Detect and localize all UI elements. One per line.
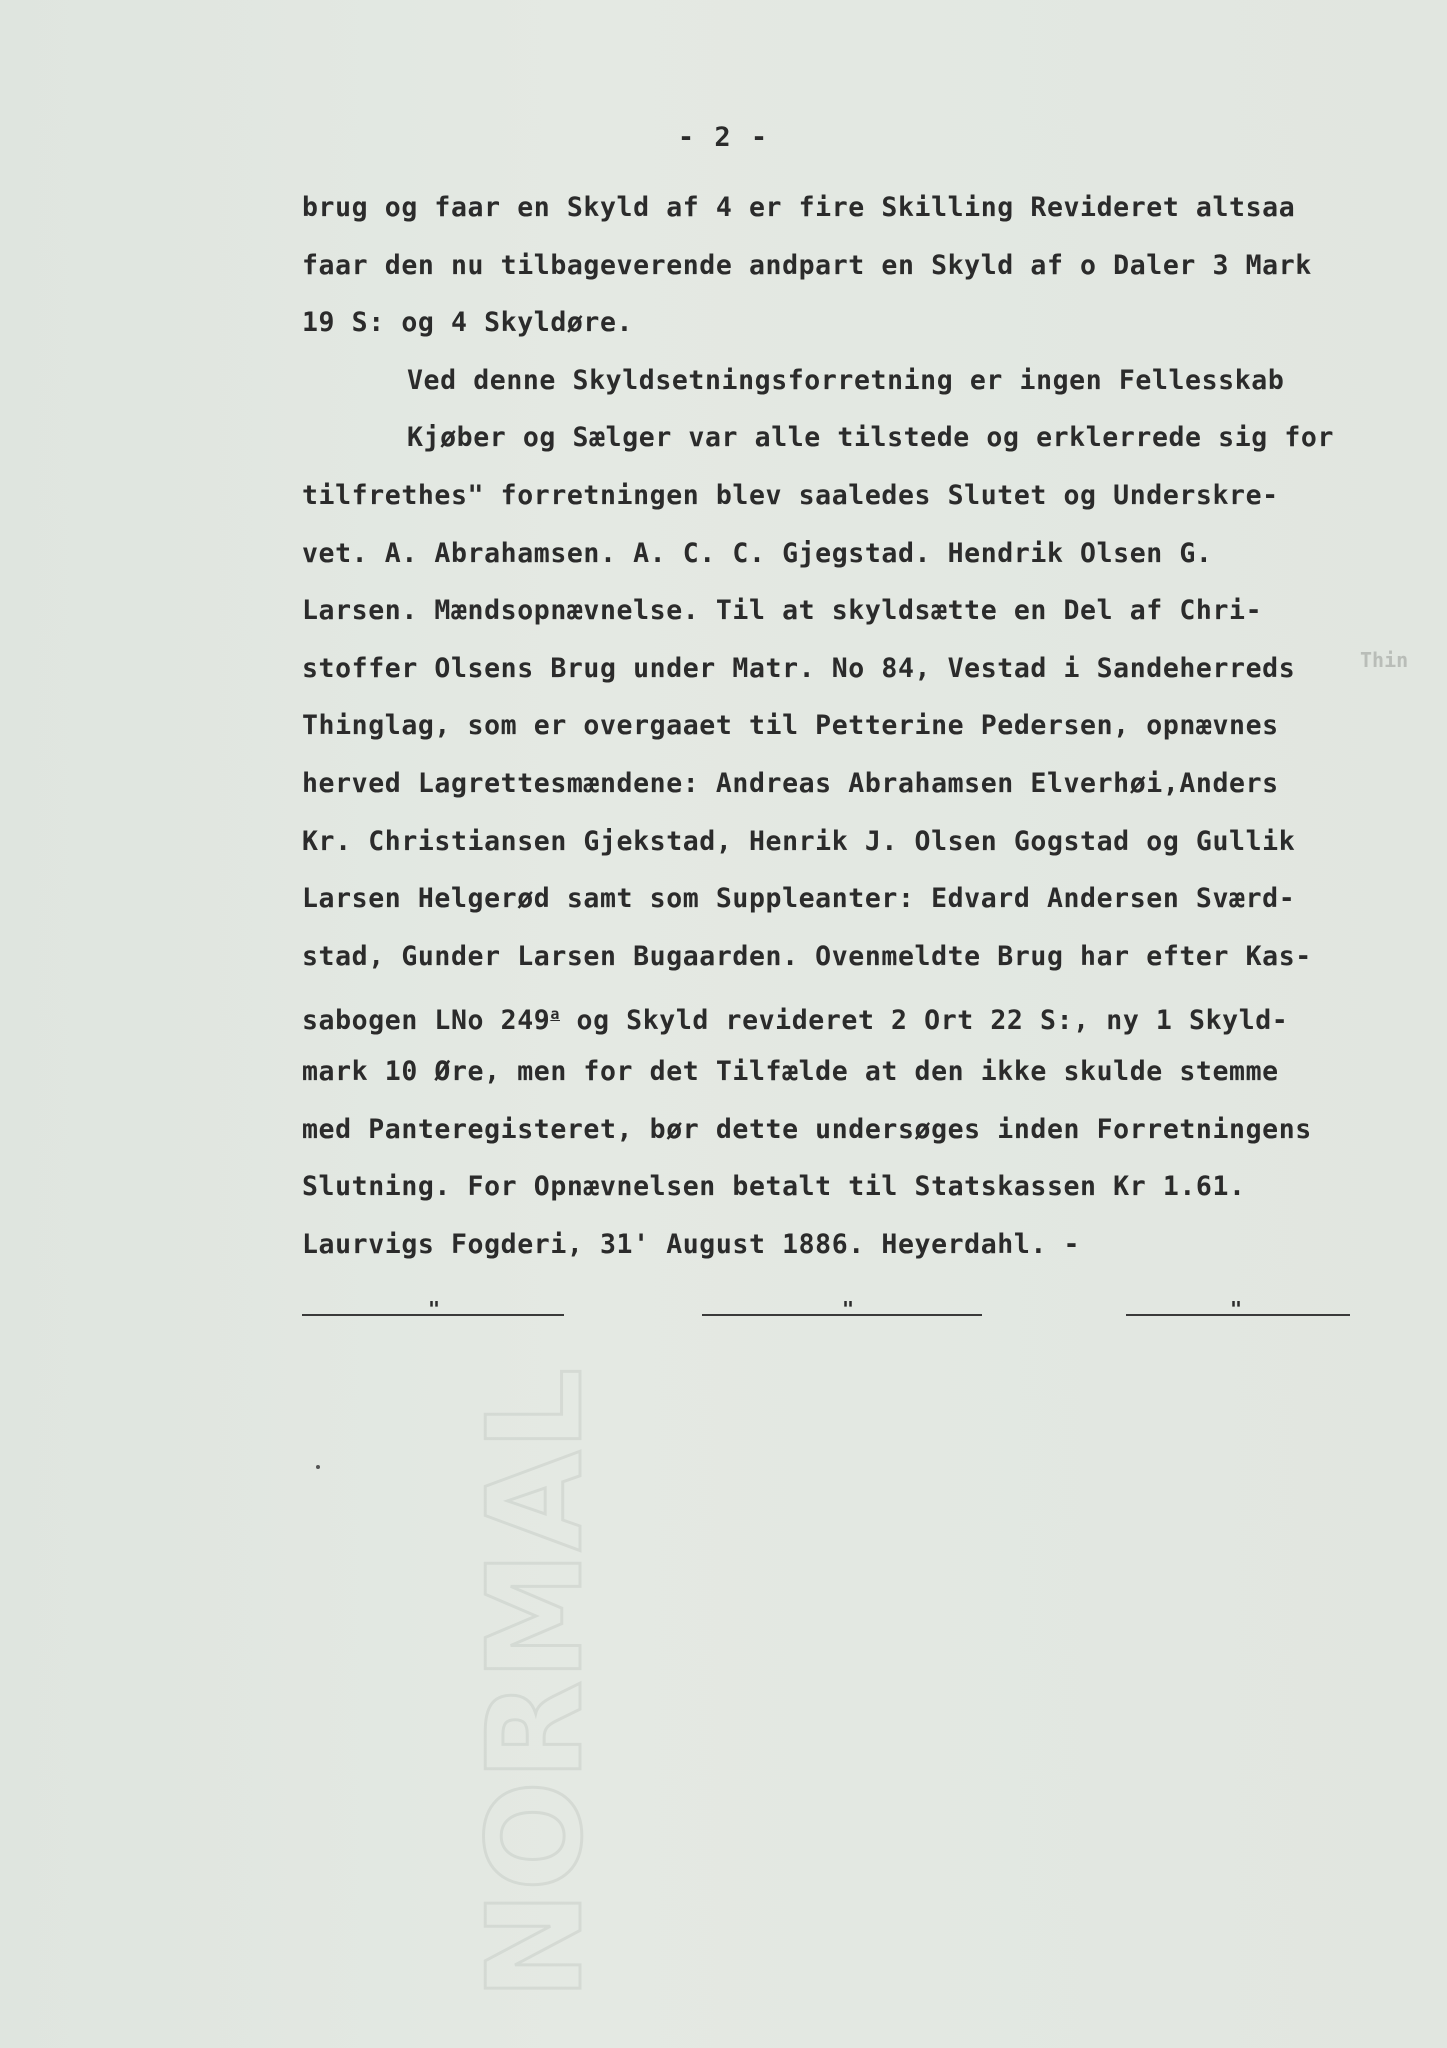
text-line-10-content: Thinglag, som er overgaaet til Petterine Pedersen, opnævnes [302, 710, 1279, 742]
text-line-1-content: brug og faar en Skyld af 4 er fire Skilling Revideret altsaa [302, 192, 1296, 223]
text-line-15 [302, 994, 1362, 1052]
text-line-9-content: stoffer Olsens Brug under Matr. No 84, Vestad i Sandeherreds [302, 652, 1296, 684]
text-line-7 [302, 534, 1362, 592]
text-line-13-content: Larsen Helgerød samt som Suppleanter: Edvard Andersen Sværd- [302, 883, 1296, 915]
text-line-16-content: mark 10 Øre, men for det Tilfælde at den ikke skulde stemme [302, 1055, 1279, 1087]
separator-right-mark: " [1230, 1297, 1243, 1321]
separator-left-mark: " [428, 1297, 441, 1321]
text-line-18-content: Slutning. For Opnævnelsen betalt til Statskassen Kr 1.61. [302, 1171, 1246, 1203]
text-line-7-content: vet. A. Abrahamsen. A. C. C. Gjegstad. Hendrik Olsen G. [302, 537, 1213, 569]
text-line-4 [302, 361, 1362, 419]
page-number: - 2 - [677, 122, 770, 153]
text-line-1 [302, 188, 1362, 246]
text-line-15-start: sabogen LNo 249 [302, 1005, 551, 1037]
separator-center-mark: " [842, 1297, 855, 1321]
text-line-10 [302, 706, 1362, 764]
text-line-9 [302, 649, 1362, 707]
text-line-6-content: tilfrethes" forretningen blev saaledes Slutet og Underskre- [302, 479, 1279, 511]
separator-right [1126, 1297, 1350, 1321]
text-line-8-content: Larsen. Mændsopnævnelse. Til at skyldsætte en Del af Chri- [302, 595, 1263, 627]
text-line-14 [302, 937, 1362, 995]
text-line-11-content: herved Lagrettesmændene: Andreas Abrahamsen Elverhøi,Anders [302, 767, 1279, 799]
text-line-3-content: 19 S: og 4 Skyldøre. [302, 307, 634, 339]
text-line-4-content: Ved denne Skyldsetningsforretning er ingen Fellesskab [407, 364, 1285, 396]
text-line-19-content: Laurvigs Fogderi, 31' August 1886. Heyerdahl. - [302, 1228, 1081, 1260]
text-line-15-rest: og Skyld revideret 2 Ort 22 S:, ny 1 Skyld- [559, 1005, 1289, 1037]
text-line-16 [302, 1052, 1362, 1110]
text-line-19 [302, 1225, 1362, 1283]
text-line-18 [302, 1167, 1362, 1225]
text-line-17-content: med Panteregisteret, bør dette undersøges inden Forretningens [302, 1113, 1312, 1145]
text-line-3 [302, 303, 1362, 361]
text-line-12 [302, 822, 1362, 880]
superscript-a: a [550, 1005, 560, 1024]
document-body [302, 188, 1362, 1282]
text-line-2-content: faar den nu tilbageverende andpart en Skyld af o Daler 3 Mark [302, 249, 1312, 281]
text-line-8 [302, 591, 1362, 649]
text-line-5-content: Kjøber og Sælger var alle tilstede og erklerrede sig for [407, 422, 1335, 454]
text-line-13 [302, 879, 1362, 937]
text-line-17 [302, 1110, 1362, 1168]
text-line-12-content: Kr. Christiansen Gjekstad, Henrik J. Olsen Gogstad og Gullik [302, 825, 1296, 857]
separator-left [302, 1297, 564, 1321]
text-line-2 [302, 246, 1362, 304]
separator-center [702, 1297, 982, 1321]
text-line-6 [302, 476, 1362, 534]
text-line-14-content: stad, Gunder Larsen Bugaarden. Ovenmeldte Brug har efter Kas- [302, 940, 1312, 972]
text-line-11 [302, 764, 1362, 822]
watermark-text: NORMAL [459, 1367, 611, 2000]
text-line-5 [302, 418, 1362, 476]
ink-dot [316, 1465, 320, 1469]
margin-note: Thin [1360, 648, 1409, 672]
